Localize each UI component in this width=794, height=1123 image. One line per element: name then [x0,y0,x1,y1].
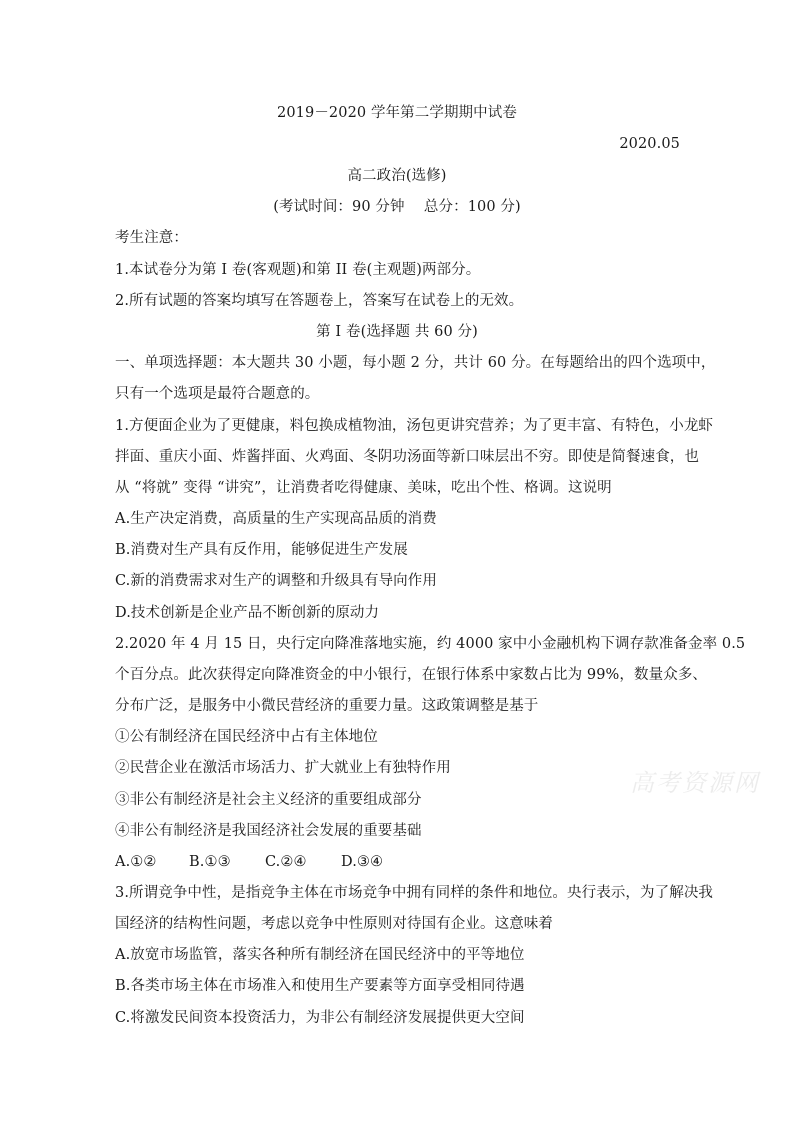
question-1-option-c: C.新的消费需求对生产的调整和升级具有导向作用 [115,573,437,589]
question-1-option-d: D.技术创新是企业产品不断创新的原动力 [115,605,380,621]
exam-info: (考试时间：90 分钟 总分：100 分) [273,199,521,215]
question-1-option-a: A.生产决定消费，高质量的生产实现高品质的消费 [115,511,437,527]
question-2-stem: 分布广泛，是服务中小微民营经济的重要力量。这政策调整是基于 [115,698,539,714]
section-instructions: 一、单项选择题：本大题共 30 小题，每小题 2 分，共计 60 分。在每题给出的四个选项中， [115,355,716,371]
section-instructions: 只有一个选项是最符合题意的。 [115,386,320,402]
notice-item: 2.所有试题的答案均填写在答题卷上，答案写在试卷上的无效。 [115,293,524,309]
exam-title: 2019－2020 学年第二学期期中试卷 [277,105,517,121]
question-1-option-b: B.消费对生产具有反作用，能够促进生产发展 [115,542,408,558]
question-3-stem: 3.所谓竞争中性，是指竞争主体在市场竞争中拥有同样的条件和地位。央行表示，为了解决我 [115,885,714,901]
question-2-statement-4: ④非公有制经济是我国经济社会发展的重要基础 [115,823,422,839]
question-2-choice-a: A.①② [115,854,157,870]
question-2-statement-1: ①公有制经济在国民经济中占有主体地位 [115,729,378,745]
section-title: 第 I 卷(选择题 共 60 分) [316,324,478,340]
question-3-option-b: B.各类市场主体在市场准入和使用生产要素等方面享受相同待遇 [115,978,525,994]
subject-title: 高二政治(选修) [347,168,447,184]
question-3-option-a: A.放宽市场监管，落实各种所有制经济在国民经济中的平等地位 [115,947,525,963]
question-2-choice-d: D.③④ [341,854,384,870]
question-2-stem: 2.2020 年 4 月 15 日，央行定向降准落地实施，约 4000 家中小金融机构下调存款准备金率 0.5 [115,636,746,652]
watermark: 高考资源网 [630,769,760,797]
question-2-choice-c: C.②④ [265,854,307,870]
notice-heading: 考生注意： [115,230,188,246]
question-2-choices [115,852,383,872]
question-1-stem: 1.方便面企业为了更健康，料包换成植物油，汤包更讲究营养；为了更丰富、有特色，小龙虾 [115,418,714,434]
question-2-statement-2: ②民营企业在激活市场活力、扩大就业上有独特作用 [115,760,451,776]
question-2-statement-3: ③非公有制经济是社会主义经济的重要组成部分 [115,792,422,808]
exam-date: 2020.05 [619,136,680,152]
question-3-stem: 国经济的结构性问题，考虑以竞争中性原则对待国有企业。这意味着 [115,916,553,932]
question-1-stem: 从 “将就” 变得 “讲究”，让消费者吃得健康、美味，吃出个性、格调。这说明 [115,480,612,496]
notice-item: 1.本试卷分为第 I 卷(客观题)和第 II 卷(主观题)两部分。 [115,262,481,278]
question-1-stem: 拌面、重庆小面、炸酱拌面、火鸡面、冬阴功汤面等新口味层出不穷。即使是简餐速食，也 [115,449,699,465]
question-2-stem: 个百分点。此次获得定向降准资金的中小银行，在银行体系中家数占比为 99%，数量众多、 [115,667,708,683]
question-2-choice-b: B.①③ [189,854,231,870]
question-3-option-c: C.将激发民间资本投资活力，为非公有制经济发展提供更大空间 [115,1010,525,1026]
